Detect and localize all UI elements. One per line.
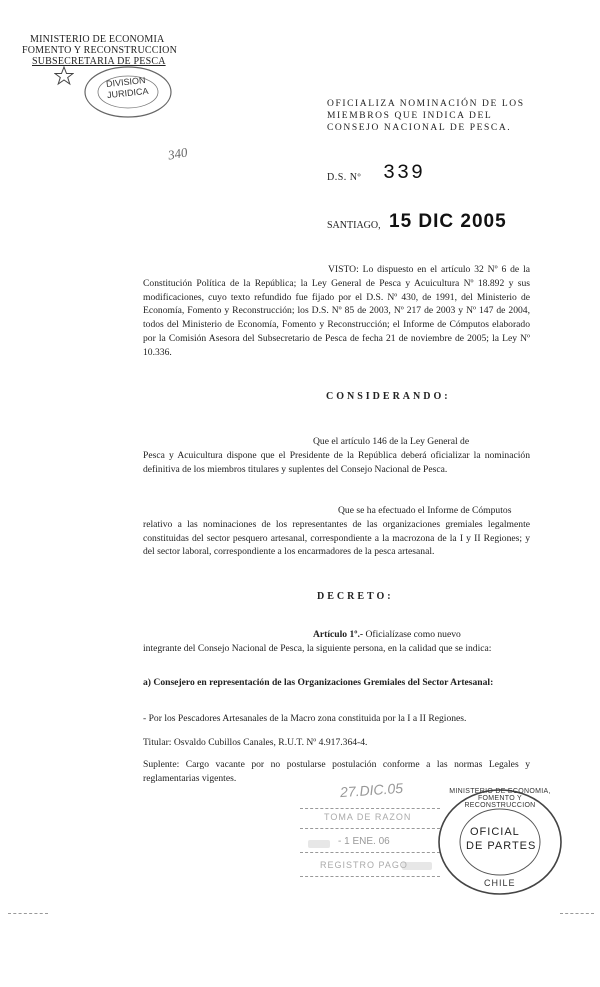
juridica-stamp <box>82 64 174 120</box>
suplente-line: Suplente: Cargo vacante por no postularse postulación conforme a las normas Legales y reglamentarias vigentes. <box>143 759 530 784</box>
considerando-p1-rest: Pesca y Acuicultura dispone que el Presidente de la República deberá oficializar la nominación definitiva de los miembros titulares y suplentes del Consejo Nacional de Pesca. <box>143 449 530 475</box>
item-a-bullet: - Por los Pescadores Artesanales de la Macro zona constituida por la I a II Regiones. <box>143 713 467 724</box>
reception-stamp-line-2: - 1 ENE. 06 <box>338 836 390 847</box>
titular-line: Titular: Osvaldo Cubillos Canales, R.U.T. Nº 4.917.364-4. <box>143 737 368 748</box>
considerando-p2-first: Que se ha efectuado el Informe de Cómputos <box>338 505 512 516</box>
handwritten-number: 340 <box>166 144 189 163</box>
decree-title-line-2: MIEMBROS QUE INDICA DEL <box>327 111 493 121</box>
star-emblem-icon <box>54 66 74 86</box>
article-1-first-line <box>143 628 530 642</box>
article-1-rest: integrante del Consejo Nacional de Pesca, la siguiente persona, en la calidad que se indica: <box>143 642 492 654</box>
considerando-p1-first: Que el artículo 146 de la Ley General de <box>313 436 470 447</box>
considerando-p2-rest: relativo a las nominaciones de los representantes de las organizaciones gremiales legalmente constituidas del sector pesquero artesanal, correspondiente a la macrozona de la I y II Regiones; y del sector laboral, correspondiente a los encarmadores de la pesca artesanal. <box>143 518 530 558</box>
considerando-paragraph-1 <box>143 435 530 476</box>
decree-date-stamp: 15 DIC 2005 <box>389 211 507 232</box>
reception-stamp-line-1: TOMA DE RAZON <box>324 812 412 822</box>
article-1-lead: Artículo 1º.- <box>313 629 364 640</box>
decree-title-line-1: OFICIALIZA NOMINACIÓN DE LOS <box>327 99 525 109</box>
considerando-paragraph-2 <box>143 504 530 559</box>
visto-text: Lo dispuesto en el artículo 32 Nº 6 de la Constitución Política de la República; la Ley General de Pesca y Acuicultura Nº 18.892 y sus modificaciones, cuyo texto refundido fue fijado por el D.S. Nº 430, de 1991, del Ministerio de Economía, Fomento y Reconstrucción; los D.S. Nº 85 de 2003, Nº 217 de 2003 y Nº 147 de 2004, todos del Ministerio de Economía, Fomento y Reconstrucción; el Informe de Cómputos elaborado por la Comisión Asesora del Subsecretario de Pesca de fecha 21 de noviembre de 2005; la Ley Nº 10.336. <box>143 264 530 358</box>
ministry-line-1: MINISTERIO DE ECONOMIA <box>30 34 165 45</box>
article-1-indent-text: Oficialízase como nuevo <box>365 629 461 640</box>
reception-stamp-date: 27.DIC.05 <box>339 779 404 801</box>
decree-number-label: D.S. Nº <box>327 172 362 183</box>
juridica-stamp-line-1: DIVISION <box>105 74 146 90</box>
juridica-stamp-line-2: JURIDICA <box>106 85 149 101</box>
ministry-line-3: SUBSECRETARIA DE PESCA <box>32 56 166 67</box>
decree-number: 339 <box>383 162 426 185</box>
scan-mark-right <box>560 913 594 914</box>
article-1-paragraph <box>143 628 530 656</box>
oficial-de-partes-stamp <box>436 786 564 896</box>
decreto-heading: DECRETO: <box>317 591 394 602</box>
ministry-line-2: FOMENTO Y RECONSTRUCCION <box>22 45 178 56</box>
visto-lead: VISTO: <box>328 264 359 275</box>
decree-title-line-3: CONSEJO NACIONAL DE PESCA. <box>327 123 512 133</box>
considerando-heading: CONSIDERANDO: <box>326 391 451 402</box>
oficial-stamp-bottom: CHILE <box>484 878 516 888</box>
oficial-stamp-line-2: DE PARTES <box>466 840 537 852</box>
visto-paragraph <box>143 263 530 360</box>
reception-stamp-line-3: REGISTRO PAGO <box>320 860 408 870</box>
scan-mark-left <box>8 913 48 914</box>
item-a-heading: a) Consejero en representación de las Organizaciones Gremiales del Sector Artesanal: <box>143 677 494 688</box>
reception-stamp <box>298 780 448 892</box>
oficial-stamp-line-1: OFICIAL <box>470 826 520 838</box>
decree-place: SANTIAGO, <box>327 220 381 231</box>
oficial-stamp-ring-text: MINISTERIO DE ECONOMIA, FOMENTO Y RECONSTRUCCION <box>449 788 551 809</box>
